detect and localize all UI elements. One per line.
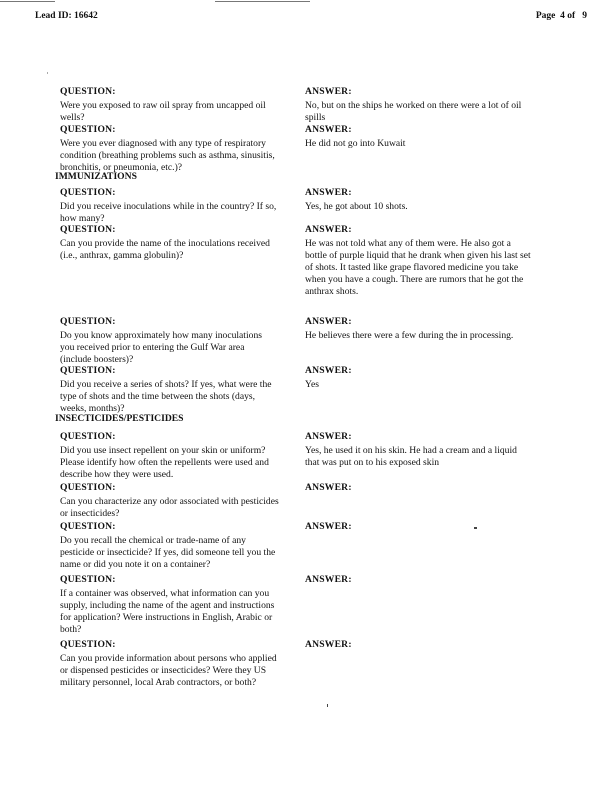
answer-block <box>305 224 565 298</box>
question-block <box>60 124 300 174</box>
question-block <box>60 316 300 366</box>
question-block <box>60 521 300 571</box>
question-label: QUESTION: <box>60 482 116 493</box>
question-text: Did you receive a series of shots? If yes, what were the type of shots and the time between the shots (days, weeks, months)? <box>60 379 272 414</box>
question-text: If a container was observed, what information can you supply, including the name of the agent and instructions for application? Were instructions in English, Arabic or both? <box>60 588 275 635</box>
answer-block <box>305 482 565 496</box>
question-label: QUESTION: <box>60 86 116 97</box>
answer-block <box>305 124 565 150</box>
question-block <box>60 187 300 225</box>
answer-label: ANSWER: <box>305 639 352 650</box>
question-label: QUESTION: <box>60 521 116 532</box>
scan-edge-line <box>215 1 310 2</box>
section-immunizations: IMMUNIZATIONS <box>55 171 137 182</box>
answer-block <box>305 574 565 588</box>
question-block <box>60 574 300 636</box>
answer-label: ANSWER: <box>305 521 352 532</box>
lead-id: Lead ID: 16642 <box>35 11 98 21</box>
answer-text: Yes, he used it on his skin. He had a cream and a liquid that was put on to his exposed skin <box>305 445 517 468</box>
question-block <box>60 639 300 689</box>
answer-block <box>305 639 565 653</box>
question-text: Were you ever diagnosed with any type of respiratory condition (breathing problems such as asthma, sinusitis, bronchitis, or pneumonia, etc.)? <box>60 138 275 173</box>
question-text: Can you provide the name of the inoculations received (i.e., anthrax, gamma globulin)? <box>60 238 270 261</box>
question-label: QUESTION: <box>60 224 116 235</box>
question-label: QUESTION: <box>60 187 116 198</box>
question-label: QUESTION: <box>60 316 116 327</box>
question-text: Did you use insect repellent on your skin or uniform? Please identify how often the repellents were used and describe how they were used. <box>60 445 269 480</box>
question-text: Can you characterize any odor associated with pesticides or insecticides? <box>60 496 279 519</box>
answer-label: ANSWER: <box>305 86 352 97</box>
scan-edge-line <box>0 1 55 2</box>
question-label: QUESTION: <box>60 365 116 376</box>
answer-label: ANSWER: <box>305 365 352 376</box>
page-number: Page 4 of 9 <box>535 11 587 21</box>
question-block <box>60 431 300 481</box>
answer-label: ANSWER: <box>305 431 352 442</box>
question-text: Were you exposed to raw oil spray from uncapped oil wells? <box>60 100 266 123</box>
question-block <box>60 482 300 520</box>
answer-block <box>305 187 565 213</box>
answer-text: No, but on the ships he worked on there were a lot of oil spills <box>305 100 522 123</box>
section-insecticides: INSECTICIDES/PESTICIDES <box>55 413 184 424</box>
question-label: QUESTION: <box>60 431 116 442</box>
answer-label: ANSWER: <box>305 224 352 235</box>
answer-label: ANSWER: <box>305 316 352 327</box>
answer-block <box>305 316 565 342</box>
scan-speck <box>47 72 48 74</box>
answer-text: Yes <box>305 379 319 390</box>
question-label: QUESTION: <box>60 574 116 585</box>
answer-text: He did not go into Kuwait <box>305 138 406 149</box>
answer-label: ANSWER: <box>305 482 352 493</box>
scan-speck <box>474 527 477 529</box>
question-text: Do you recall the chemical or trade-name of any pesticide or insecticide? If yes, did someone tell you the name or did you note it on a container? <box>60 535 276 570</box>
question-text: Did you receive inoculations while in the country? If so, how many? <box>60 201 277 224</box>
answer-text: He was not told what any of them were. He also got a bottle of purple liquid that he drank when given his last set of shots. It tasted like grape flavored medicine you take when you have a cough. There are rumors that he got the anthrax shots. <box>305 238 531 297</box>
answer-label: ANSWER: <box>305 187 352 198</box>
question-label: QUESTION: <box>60 639 116 650</box>
answer-text: Yes, he got about 10 shots. <box>305 201 408 212</box>
question-text: Can you provide information about persons who applied or dispensed pesticides or insecticides? Were they US military personnel, local Arab contractors, or both? <box>60 653 277 688</box>
question-text: Do you know approximately how many inoculations you received prior to entering the Gulf War area (include boosters)? <box>60 330 262 365</box>
question-block <box>60 224 300 262</box>
answer-label: ANSWER: <box>305 124 352 135</box>
answer-block <box>305 431 565 469</box>
answer-block <box>305 365 565 391</box>
answer-label: ANSWER: <box>305 574 352 585</box>
answer-block <box>305 521 565 535</box>
question-block <box>60 86 300 124</box>
answer-text: He believes there were a few during the in processing. <box>305 330 514 341</box>
question-block <box>60 365 300 415</box>
answer-block <box>305 86 565 124</box>
question-label: QUESTION: <box>60 124 116 135</box>
scan-speck <box>327 704 328 707</box>
